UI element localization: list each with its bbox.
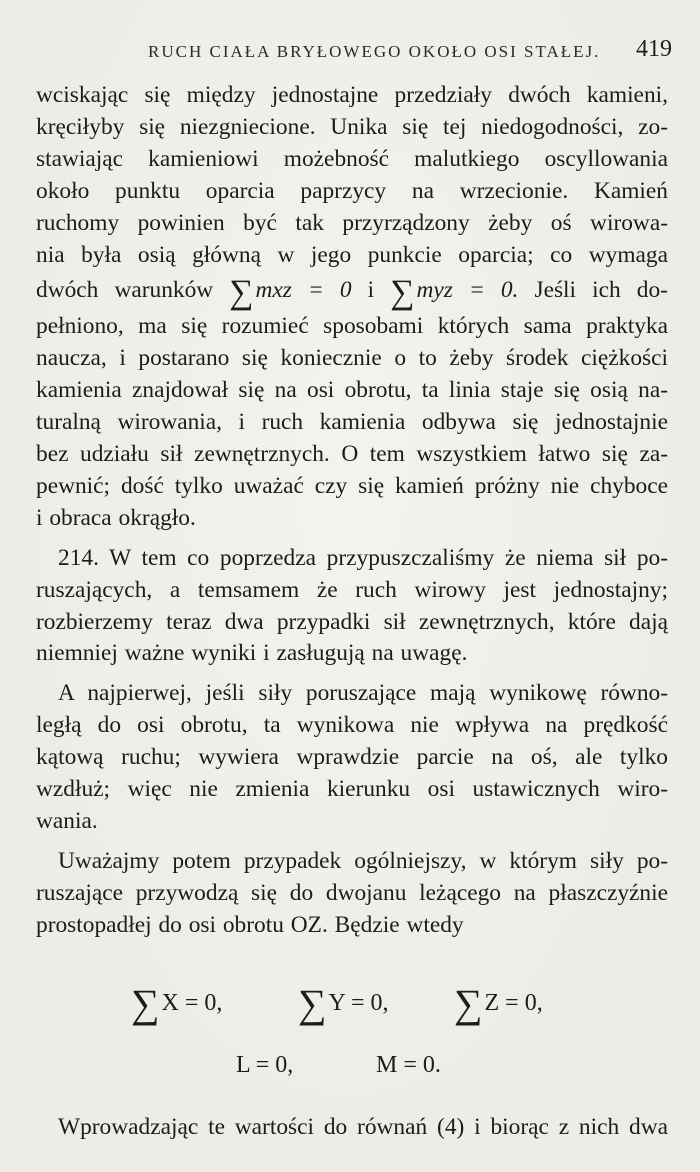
running-title: RUCH CIAŁA BRYŁOWEGO OKOŁO OSI STAŁEJ. [148, 42, 601, 61]
text-line: niemniej ważne wyniki i zasługują na uwagę. [36, 640, 468, 667]
condition-prefix: dwóch warunków [36, 277, 214, 304]
equation-text: X = 0, [161, 990, 223, 1016]
sigma-symbol: ∑ [454, 981, 483, 1026]
final-line [36, 1112, 668, 1144]
equation-sum-y [298, 980, 389, 1027]
text-line: wzdłuż; więc nie zmienia kierunku osi ustawicznych wiro- [36, 776, 668, 803]
condition-conjunction: i [367, 277, 375, 304]
text-line: Uważajmy potem przypadek ogólniejszy, w którym siły po- [58, 847, 668, 874]
sigma-symbol: ∑ [131, 981, 160, 1026]
sigma-symbol: ∑ [229, 274, 254, 312]
text-line: około punktu oparcia paprzycy na wrzecionie. Kamień [36, 177, 668, 204]
paragraph-214 [36, 543, 668, 671]
text-line: kamienia znajdował się na osi obrotu, ta linia staje się osią na- [36, 377, 668, 404]
equation-m: M = 0. [376, 1052, 441, 1078]
text-line: naucza, i postarano się koniecznie o to żeby środek ciężkości [36, 345, 668, 372]
text-line: A najpierwej, jeśli siły poruszające mają wynikowę równo- [58, 680, 668, 707]
equations-row-2 [36, 1052, 668, 1092]
sigma-symbol: ∑ [390, 274, 415, 312]
text-line: i obraca okrągło. [36, 504, 196, 531]
text-line: turalną wirowania, i ruch kamienia odbywa się jednostajnie [36, 409, 668, 436]
text-line: ruchomy powinien być tak przyrządzony żeby oś wirowa- [36, 209, 668, 236]
text-line: wania. [36, 807, 98, 834]
text-line: Wprowadzając te wartości do równań (4) i biorąc z nich dwa [58, 1114, 668, 1140]
text-line: kręciłyby się niezgniecione. Unika się tej niedogodności, zo- [36, 113, 668, 140]
equation-l: L = 0, [236, 1052, 294, 1078]
text-line: ległą do osi obrotu, ta wynikowa nie wpływa na prędkość [36, 712, 668, 739]
text-line: ruszające przywodzą się do dwojanu leżącego na płaszczyźnie [36, 879, 668, 906]
text-line: bez udziału sił zewnętrznych. O tem wszystkiem łatwo się za- [36, 440, 668, 467]
condition-eq-1: mxz = 0 [255, 277, 352, 304]
text-line: prostopadłej do osi obrotu OZ. Będzie wtedy [36, 911, 464, 938]
paragraph-1 [36, 80, 668, 535]
text-line: rozbierzemy teraz dwa przypadki sił zewnętrznych, które dają [36, 608, 668, 635]
paragraph-3 [36, 678, 668, 838]
page-number: 419 [636, 36, 672, 62]
condition-suffix: Jeśli ich do- [534, 277, 668, 304]
text-line: ruszających, a temsamem że ruch wirowy jest jednostajny; [36, 576, 668, 603]
text-line: 214. W tem co poprzedza przypuszczaliśmy że niema sił po- [58, 544, 668, 571]
body-text [36, 80, 668, 942]
text-line: stawiając kamieniowi możebność malutkiego oscyllowania [36, 145, 668, 172]
text-line: kątową ruchu; wywiera wprawdzie parcie na oś, ale tylko [36, 744, 668, 771]
condition-eq-2: myz = 0. [416, 277, 519, 304]
equation-sum-x [131, 980, 222, 1027]
paragraph-4 [36, 846, 668, 942]
text-line: nia była osią główną w jego punkcie oparcia; co wymaga [36, 241, 668, 268]
text-line: pełniono, ma się rozumieć sposobami których sama praktyka [36, 313, 668, 340]
page-header [36, 32, 672, 72]
text-line: pewnić; dość tylko uważać czy się kamień próżny nie chyboce [36, 472, 668, 499]
text-line: wciskając się między jednostajne przedziały dwóch kamieni, [36, 82, 668, 108]
equation-text: Z = 0, [484, 990, 543, 1016]
equation-sum-z [454, 980, 543, 1027]
equations-row-1 [36, 980, 668, 1030]
condition-line [36, 274, 668, 312]
equation-text: Y = 0, [328, 990, 389, 1016]
sigma-symbol: ∑ [298, 981, 327, 1026]
